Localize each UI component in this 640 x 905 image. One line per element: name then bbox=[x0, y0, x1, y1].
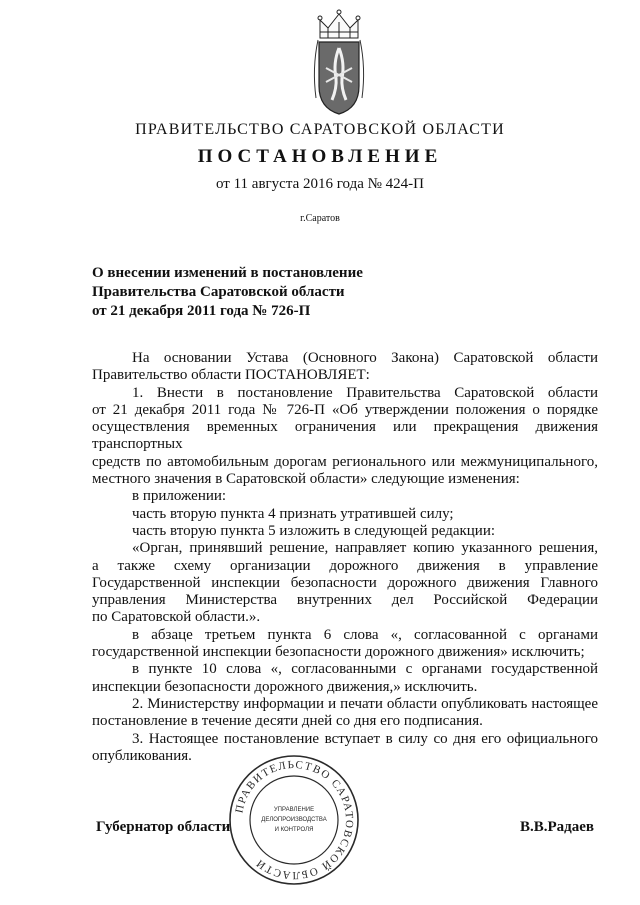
body-line: а также схему организации дорожного движения в управление bbox=[92, 557, 598, 574]
document-title bbox=[92, 264, 363, 321]
body-line: На основании Устава (Основного Закона) Саратовской области bbox=[132, 350, 598, 366]
body-line: инспекции безопасности дорожного движения,» исключить. bbox=[92, 678, 478, 695]
body-line: управления Министерства внутренних дел Российской Федерации bbox=[92, 592, 598, 609]
signer-title: Губернатор области bbox=[96, 819, 231, 835]
government-name: ПРАВИТЕЛЬСТВО САРАТОВСКОЙ ОБЛАСТИ bbox=[135, 121, 505, 138]
body-line: от 21 декабря 2011 года № 726-П «Об утверждении положения о порядке bbox=[92, 401, 598, 418]
body-line: «Орган, принявший решение, направляет копию указанного решения, bbox=[132, 540, 598, 557]
document-body bbox=[92, 350, 598, 765]
city-name: г.Саратов bbox=[300, 213, 340, 224]
stamp-line: И КОНТРОЛЯ bbox=[274, 827, 314, 833]
body-line: осуществления временных ограничения или прекращения движения транспортных bbox=[92, 419, 598, 453]
stamp-ring-text: ПРАВИТЕЛЬСТВО САРАТОВСКОЙ ОБЛАСТИ bbox=[233, 758, 356, 882]
body-line: постановление в течение десяти дней со дня его подписания. bbox=[92, 713, 483, 730]
body-line: опубликования. bbox=[92, 747, 192, 764]
body-line: в абзаце третьем пункта 6 слова «, согласованной с органами bbox=[132, 626, 598, 643]
body-line: государственной инспекции безопасности дорожного движения» исключить; bbox=[92, 644, 585, 661]
body-line: 3. Настоящее постановление вступает в силу со дня его официального bbox=[132, 730, 598, 747]
body-line: часть вторую пункта 5 изложить в следующей редакции: bbox=[132, 522, 496, 539]
title-line: О внесении изменений в постановление bbox=[92, 265, 363, 281]
body-line: Государственной инспекции безопасности дорожного движения Главного bbox=[92, 574, 598, 591]
official-stamp bbox=[227, 753, 361, 887]
body-line: по Саратовской области.». bbox=[92, 609, 261, 626]
document-date-number: от 11 августа 2016 года № 424-П bbox=[215, 176, 425, 192]
document-type: ПОСТАНОВЛЕНИЕ bbox=[197, 146, 443, 167]
body-line: 2. Министерству информации и печати области опубликовать настоящее bbox=[132, 695, 598, 712]
body-line: часть вторую пункта 4 признать утратившей силу; bbox=[132, 505, 454, 522]
stamp-line: УПРАВЛЕНИЕ bbox=[273, 807, 315, 813]
body-line: средств по автомобильным дорогам регионального или межмуниципального, bbox=[92, 453, 598, 470]
title-line: Правительства Саратовской области bbox=[92, 284, 345, 300]
body-line: 1. Внести в постановление Правительства Саратовской области bbox=[132, 384, 598, 401]
body-line: местного значения в Саратовской области» следующие изменения: bbox=[92, 471, 520, 488]
stamp-line: ДЕЛОПРОИЗВОДСТВА bbox=[261, 817, 327, 823]
signer-name: В.В.Радаев bbox=[519, 819, 594, 835]
body-line: в приложении: bbox=[132, 488, 227, 505]
title-line: от 21 декабря 2011 года № 726-П bbox=[92, 303, 311, 319]
body-line: Правительство области ПОСТАНОВЛЯЕТ: bbox=[92, 367, 370, 384]
coat-of-arms-emblem bbox=[306, 8, 372, 118]
body-line: в пункте 10 слова «, согласованными с органами государственной bbox=[132, 661, 598, 678]
